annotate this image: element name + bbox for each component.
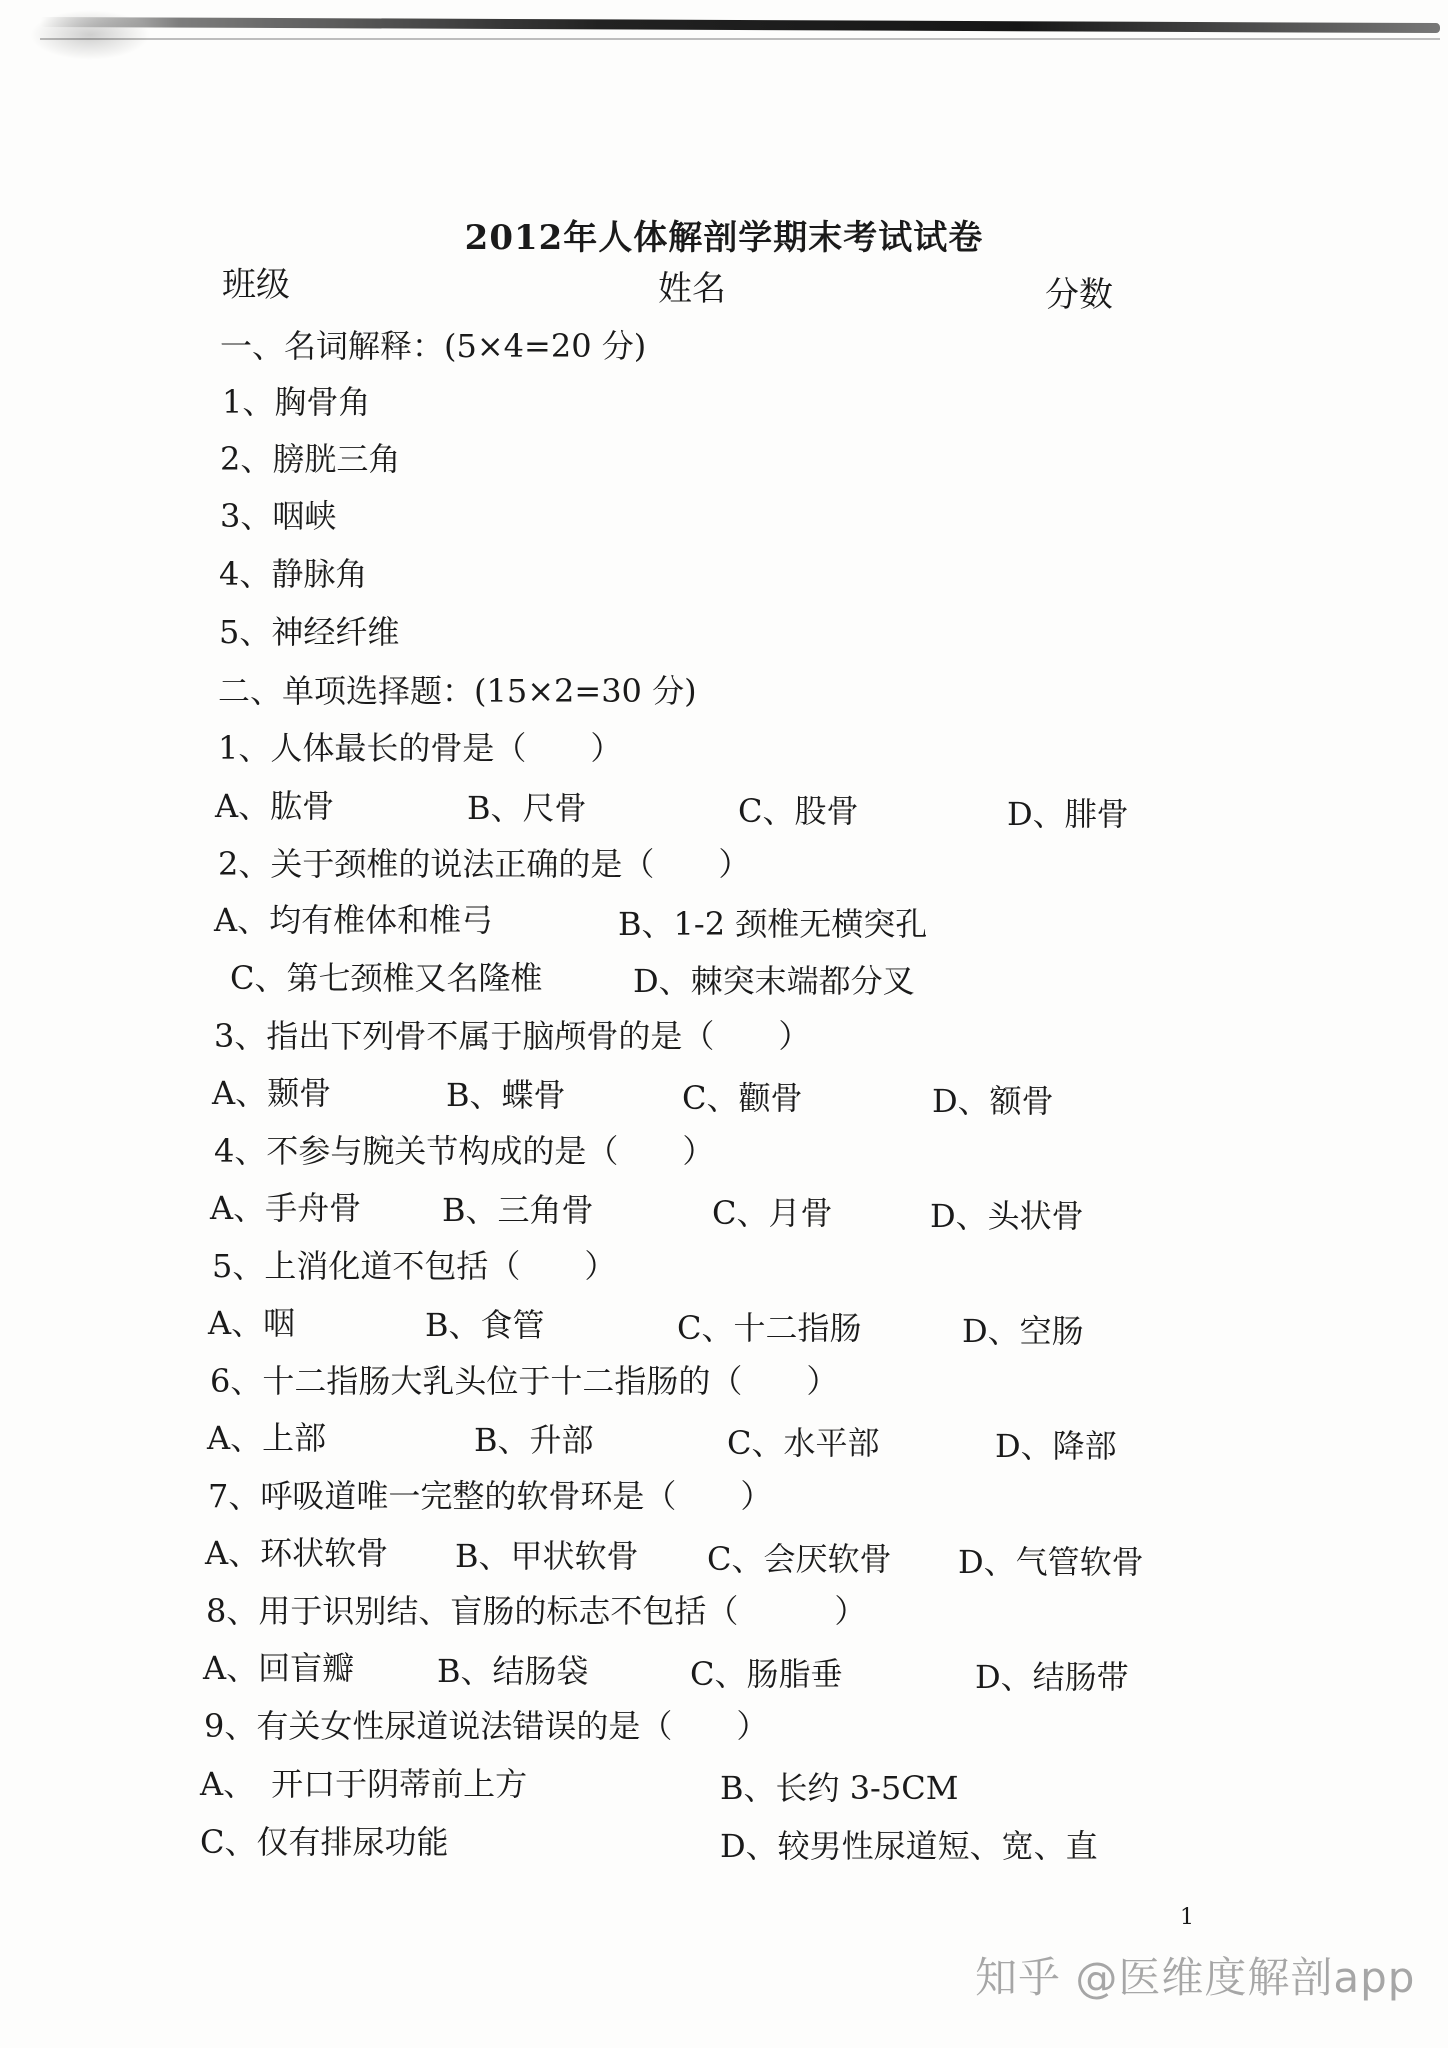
option-b: B、三角骨 (442, 1191, 594, 1229)
question-stem: 7、呼吸道唯一完整的软骨环是（ ） (208, 1477, 773, 1515)
option-d: D、降部 (995, 1427, 1117, 1465)
option-b: B、1-2 颈椎无横突孔 (618, 905, 928, 943)
option-b: B、升部 (474, 1421, 594, 1459)
option-d: D、腓骨 (1007, 795, 1129, 833)
option-c: C、十二指肠 (677, 1309, 862, 1347)
option-a: A、手舟骨 (210, 1189, 362, 1227)
score-label: 分数 (1045, 275, 1113, 315)
option-d: D、头状骨 (930, 1197, 1084, 1235)
question-stem: 1、人体最长的骨是（ ） (218, 729, 623, 767)
option-b: B、甲状软骨 (455, 1537, 639, 1575)
term-item: 4、静脉角 (219, 555, 368, 593)
option-c: C、肠脂垂 (690, 1655, 843, 1693)
option-b: B、长约 3-5CM (720, 1769, 959, 1807)
option-a: A、均有椎体和椎弓 (214, 901, 494, 939)
option-c: C、股骨 (738, 792, 859, 830)
option-c: C、会厌软骨 (707, 1540, 892, 1578)
term-item: 5、神经纤维 (219, 613, 400, 651)
option-a: A、颞骨 (212, 1074, 332, 1112)
option-b: B、蝶骨 (446, 1076, 566, 1114)
option-a: A、上部 (207, 1419, 327, 1457)
question-stem: 9、有关女性尿道说法错误的是（ ） (204, 1707, 769, 1745)
exam-title: 2012年人体解剖学期末考试试卷 (464, 218, 984, 258)
term-item: 1、胸骨角 (222, 383, 371, 421)
section1-heading: 一、名词解释：(5×4=20 分) (220, 327, 647, 365)
option-b: B、尺骨 (467, 789, 587, 827)
option-a: A、环状软骨 (205, 1534, 389, 1572)
option-c: C、颧骨 (682, 1079, 803, 1117)
option-c: C、仅有排尿功能 (200, 1823, 449, 1861)
term-item: 2、膀胱三角 (220, 440, 401, 478)
name-label: 姓名 (658, 269, 726, 309)
option-b: B、食管 (425, 1306, 545, 1344)
option-d: D、较男性尿道短、宽、直 (720, 1827, 1098, 1865)
question-stem: 3、指出下列骨不属于脑颅骨的是（ ） (214, 1017, 811, 1055)
term-item: 3、咽峡 (220, 497, 337, 535)
scan-top-edge (40, 17, 1440, 33)
option-a: A、肱骨 (215, 787, 335, 825)
question-stem: 8、用于识别结、盲肠的标志不包括（ ） (206, 1592, 867, 1630)
option-d: D、空肠 (962, 1312, 1084, 1350)
section2-heading: 二、单项选择题：(15×2=30 分) (218, 672, 697, 710)
option-c: C、月骨 (712, 1194, 833, 1232)
question-stem: 5、上消化道不包括（ ） (212, 1247, 617, 1285)
class-label: 班级 (222, 265, 290, 305)
watermark-text: 知乎 @医维度解剖app (975, 1953, 1416, 2002)
option-c: C、第七颈椎又名隆椎 (230, 959, 543, 997)
option-a: A、回盲瓣 (203, 1649, 355, 1687)
scan-top-edge-thin (40, 38, 1440, 40)
question-stem: 2、关于颈椎的说法正确的是（ ） (218, 845, 751, 883)
question-stem: 6、十二指肠大乳头位于十二指肠的（ ） (210, 1362, 839, 1400)
option-d: D、气管软骨 (958, 1543, 1144, 1581)
option-d: D、额骨 (932, 1082, 1054, 1120)
page-number: 1 (1180, 1905, 1194, 1930)
option-b: B、结肠袋 (437, 1652, 589, 1690)
option-d: D、棘突末端都分叉 (633, 962, 915, 1000)
option-c: C、水平部 (727, 1424, 880, 1462)
option-a: A、咽 (208, 1304, 296, 1342)
option-a: A、 开口于阴蒂前上方 (200, 1765, 528, 1803)
question-stem: 4、不参与腕关节构成的是（ ） (214, 1132, 715, 1170)
option-d: D、结肠带 (975, 1658, 1129, 1696)
